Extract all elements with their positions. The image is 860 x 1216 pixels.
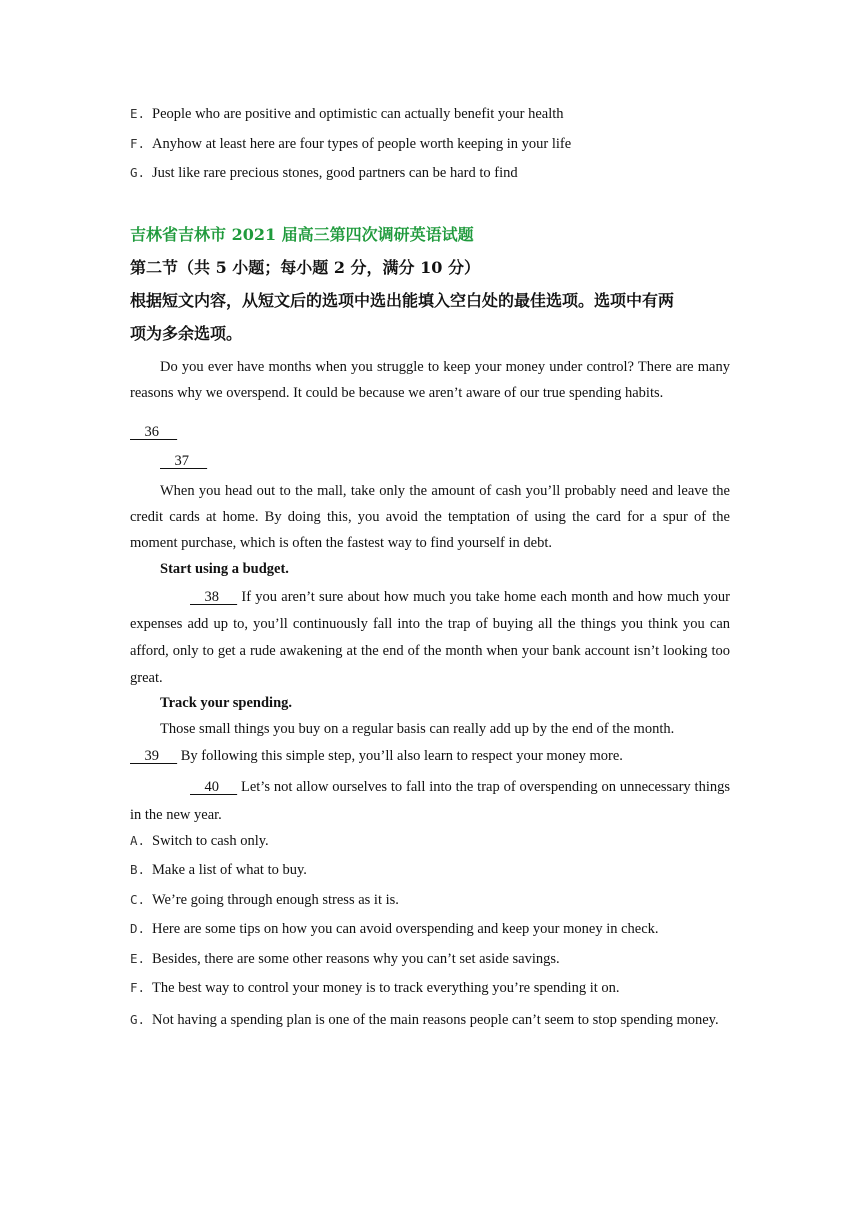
option-f-prev (130, 134, 571, 154)
paragraph-text: Do you ever have months when you struggle to keep your money under control? There are many reasons why we overspend (130, 359, 730, 401)
option-letter: F. (130, 136, 146, 151)
passage-paragraph-5 (130, 773, 730, 829)
option-letter: C. (130, 892, 146, 907)
option-d (130, 919, 659, 939)
paragraph-text: Let’s not allow ourselves to fall into the trap of overspending on unnecessary things in the new year. (130, 779, 730, 823)
option-e (130, 949, 560, 969)
option-text: Not having a spending plan is one of the main reasons people can’t seem to stop spending money. (152, 1012, 719, 1028)
option-text: Here are some tips on how you can avoid overspending and keep your money in check. (152, 921, 659, 937)
option-e-prev (130, 104, 564, 124)
option-letter: D. (130, 921, 146, 936)
option-g-prev (130, 163, 518, 183)
passage-paragraph-2: When you head out to the mall, take only the amount of cash you’ll probably need and leave the credit cards at home. By doing this, you avoid the temptation of using the card for a spur of the moment purchase, which is often the fastest way to find yourself in debt. (130, 483, 730, 551)
answer-blank-38: 38 (190, 589, 238, 605)
instructions-line-2: 项为多余选项。 (130, 324, 243, 343)
answer-blank-40: 40 (190, 779, 238, 795)
answer-blank-36: 36 (130, 424, 178, 440)
option-text: Besides, there are some other reasons why you can’t set aside savings. (152, 951, 560, 967)
option-letter: G. (130, 1012, 146, 1027)
option-text: We’re going through enough stress as it is. (152, 892, 399, 908)
option-letter: E. (130, 106, 146, 121)
option-g (130, 1005, 730, 1035)
answer-blank-37: 37 (160, 453, 208, 469)
option-text: Just like rare precious stones, good partners can be hard to find (152, 165, 518, 181)
instructions-line-1: 根据短文内容，从短文后的选项中选出能填入空白处的最佳选项。选项中有两 (130, 291, 675, 310)
option-letter: E. (130, 951, 146, 966)
subheading-budget: Start using a budget. (160, 561, 289, 577)
answer-blank-39: 39 (130, 748, 178, 764)
paragraph-text: . It could be because we aren’t aware of our true spending habits. (285, 385, 664, 401)
option-text: People who are positive and optimistic can actually benefit your health (152, 106, 564, 122)
paragraph-text: By following this simple step, you’ll also learn to respect your money more. (177, 748, 623, 764)
option-text: Switch to cash only. (152, 833, 269, 849)
blank-37-line (160, 451, 207, 471)
blank-39-line (130, 746, 623, 766)
option-letter: A. (130, 833, 146, 848)
passage-paragraph-1 (130, 354, 730, 406)
option-letter: B. (130, 862, 146, 877)
paragraph-text: If you aren’t sure about how much you take home each month and how much your expenses add up to, you’ll continuously fall into the trap of buying all the things you think you can afford, only to get a rude awakening at the end of the month when your bank account isn’t looking too great. (130, 589, 730, 686)
option-c (130, 890, 399, 910)
option-letter: G. (130, 165, 146, 180)
section-title: 第二节（共 5 小题；每小题 2 分，满分 10 分） (130, 258, 480, 277)
option-a (130, 831, 269, 851)
option-letter: F. (130, 980, 146, 995)
passage-paragraph-3 (130, 584, 730, 692)
blank-36-line (130, 422, 177, 442)
option-text: Make a list of what to buy. (152, 862, 307, 878)
source-title: 吉林省吉林市 2021 届高三第四次调研英语试题 (130, 225, 474, 244)
option-b (130, 860, 307, 880)
option-text: The best way to control your money is to track everything you’re spending it on. (152, 980, 620, 996)
passage-paragraph-4: Those small things you buy on a regular basis can really add up by the end of the month. (160, 721, 675, 737)
option-text: Anyhow at least here are four types of people worth keeping in your life (152, 136, 572, 152)
subheading-track: Track your spending. (160, 695, 293, 711)
option-f (130, 978, 620, 998)
